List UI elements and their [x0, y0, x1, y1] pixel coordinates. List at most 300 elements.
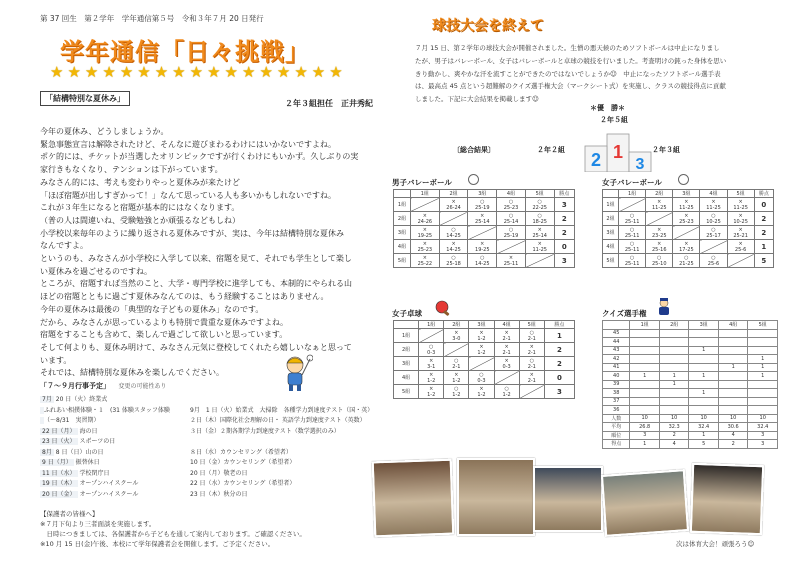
- quiz-cell: [689, 329, 719, 338]
- table-header-cell: 5組: [727, 190, 754, 198]
- quiz-cell: 26.8: [630, 423, 660, 432]
- quiz-row: [603, 414, 778, 423]
- boys-volleyball-title: 男子バレーボール: [392, 178, 452, 187]
- quiz-row: [603, 423, 778, 432]
- table-header-cell: 2組: [444, 321, 469, 329]
- quiz-cell: [689, 380, 719, 389]
- row-label: 2組: [394, 212, 411, 226]
- quiz-row-label: 45: [603, 329, 630, 338]
- essay-line: 宿題をすることも含めて、楽しんで過ごして欲しいと思っています。: [40, 330, 288, 340]
- second-place-class: ２年２組: [537, 146, 565, 154]
- score-cell: × 25-16: [646, 240, 673, 254]
- score-cell: × 19-25: [468, 240, 497, 254]
- score-cell: × 3-0: [444, 329, 469, 343]
- quiz-cell: [718, 397, 748, 406]
- table-row: [394, 254, 575, 268]
- quiz-row-label: 38: [603, 389, 630, 398]
- quiz-row-label: 順位: [603, 431, 630, 440]
- quiz-row: [603, 329, 778, 338]
- schedule-date: 22 日（月）: [42, 427, 76, 435]
- quiz-cell: 1: [659, 380, 689, 389]
- quiz-cell: 1: [748, 372, 778, 381]
- quiz-cell: [630, 389, 660, 398]
- score-cell: × 25-21: [727, 226, 754, 240]
- score-cell: ○ 25-11: [619, 226, 646, 240]
- table-header-cell: 3組: [468, 190, 497, 198]
- essay-line: 小学校以来毎年のように繰り返される夏休みですが、実は、今年は結構特別な夏休み: [40, 228, 344, 238]
- star-icon: ★: [50, 63, 64, 81]
- score-cell: × 14-25: [439, 240, 468, 254]
- row-label: 5組: [394, 254, 411, 268]
- table-header-cell: [394, 321, 419, 329]
- essay-author: ２年３組担任 正井秀紀: [285, 99, 373, 108]
- report-line: しました。下記に大会結果を掲載します☺: [415, 95, 539, 104]
- winner-class: ２年５組: [600, 116, 628, 124]
- schedule-heading: [40, 381, 166, 391]
- schedule-event: 振替休日: [75, 459, 100, 466]
- score-cell: ○ 25-11: [619, 240, 646, 254]
- score-cell: ○ 25-14: [497, 212, 526, 226]
- winner-label: ＊優 勝＊: [590, 104, 625, 112]
- quiz-cell: [630, 346, 660, 355]
- report-line: ７月 15 日、第２学年の球技大会が開催されました。生憎の悪天候のためソフトボールは中止になりまし: [415, 44, 720, 52]
- diagonal-cell: [646, 212, 673, 226]
- quiz-cell: [718, 372, 748, 381]
- table-row: [394, 357, 575, 371]
- schedule-row: [40, 394, 107, 403]
- score-cell: ○ 2-1: [519, 357, 544, 371]
- table-row: [603, 226, 774, 240]
- quiz-cell: 3: [630, 431, 660, 440]
- essay-line: ところが、宿題すれば当然のこと、大学・専門学校に進学しても、本制的にやられる山: [40, 279, 352, 289]
- score-cell: × 11-25: [700, 198, 727, 212]
- quiz-host-icon: [656, 297, 672, 315]
- star-icon: ★: [259, 63, 273, 81]
- student-illustration: [277, 353, 313, 393]
- score-cell: × 1-2: [469, 343, 494, 357]
- schedule-row: [40, 415, 99, 424]
- quiz-cell: 32.4: [689, 423, 719, 432]
- table-header-cell: 勝点: [544, 321, 574, 329]
- quiz-cell: 1: [718, 363, 748, 372]
- quiz-cell: 4: [718, 431, 748, 440]
- report-line: きり動かし、爽やかな汗を流すことができたのではないでしょうか☺ 中止になったソフトボール選手表: [415, 69, 721, 78]
- diagonal-cell: [444, 343, 469, 357]
- table-header-cell: 4組: [700, 190, 727, 198]
- table-header-cell: 1組: [619, 190, 646, 198]
- quiz-row-label: 42: [603, 355, 630, 364]
- quiz-cell: [748, 380, 778, 389]
- podium-graphic: [583, 128, 653, 172]
- row-label: 1組: [394, 198, 411, 212]
- essay-line: 「ほぼ宿題が出しすぎかって！」なんて思っている人も多いかもしれないですね。: [40, 190, 336, 200]
- diagonal-cell: [525, 254, 554, 268]
- quiz-cell: [689, 338, 719, 347]
- quiz-row: [603, 346, 778, 355]
- table-header-cell: [394, 190, 411, 198]
- pingpong-paddle-icon: [434, 300, 452, 316]
- row-label: 1組: [603, 198, 619, 212]
- quiz-row: [603, 338, 778, 347]
- quiz-cell: 1: [748, 363, 778, 372]
- overall-results-label: 〔総合結果〕: [453, 146, 495, 154]
- score-cell: ○ 1-2: [494, 385, 519, 399]
- quiz-cell: 32.3: [659, 423, 689, 432]
- diagonal-cell: [619, 198, 646, 212]
- quiz-row-label: 平均: [603, 423, 630, 432]
- score-cell: × 1-2: [444, 371, 469, 385]
- score-cell: × 2-1: [494, 329, 519, 343]
- score-cell: × 1-2: [419, 371, 444, 385]
- schedule-event: オープンハイスクール: [79, 490, 139, 498]
- quiz-row: [603, 389, 778, 398]
- schedule-row: [40, 468, 109, 477]
- schedule-event-right: 23 日（木）秋分の日: [190, 490, 248, 498]
- diagonal-cell: [419, 329, 444, 343]
- quiz-row-label: 41: [603, 363, 630, 372]
- quiz-cell: [748, 406, 778, 415]
- quiz-header-cell: 1組: [630, 321, 660, 330]
- report-line: は、最高点 45 点という超難解のクイズ選手権大会（マークシート式）を実施し、クラスの競技得点に貢献: [415, 82, 726, 91]
- issue-line: 第 37 回生 第２学年 学年通信第５号 令和３年７月 20 日発行: [40, 14, 264, 23]
- essay-line: それでは、結構特別な夏休みを楽しんでください。: [40, 368, 224, 378]
- event-photo: [601, 469, 689, 537]
- schedule-date: 19 日（木）: [42, 480, 76, 487]
- table-row: [394, 198, 575, 212]
- points-cell: 2: [554, 226, 574, 240]
- table-row: [603, 212, 774, 226]
- photo-collage: [373, 458, 768, 538]
- table-row: [394, 329, 575, 343]
- row-label: 1組: [394, 329, 419, 343]
- table-header-cell: 1組: [410, 190, 439, 198]
- points-cell: 2: [544, 357, 574, 371]
- quiz-cell: [718, 338, 748, 347]
- essay-line: います。: [40, 355, 72, 365]
- star-icon: ★: [189, 63, 204, 81]
- score-cell: ○ 18-25: [525, 212, 554, 226]
- points-cell: 3: [554, 198, 574, 212]
- notice-line: 日時につきましては、各保護者から子どもを通して案内しております。ご確認ください。: [40, 530, 306, 538]
- score-cell: × 3-1: [419, 357, 444, 371]
- quiz-cell: 10: [689, 414, 719, 423]
- schedule-event: スポーツの日: [79, 438, 116, 445]
- schedule-date: 11 日（水）: [42, 469, 76, 477]
- quiz-cell: [718, 355, 748, 364]
- table-header-cell: 4組: [497, 190, 526, 198]
- volleyball-icon: [678, 174, 689, 185]
- event-photo: [372, 459, 455, 538]
- score-cell: × 11-25: [727, 198, 754, 212]
- quiz-cell: [630, 380, 660, 389]
- quiz-cell: 10: [748, 414, 778, 423]
- event-photo: [457, 458, 535, 536]
- table-header-cell: 2組: [439, 190, 468, 198]
- quiz-cell: [689, 355, 719, 364]
- schedule-event-right: ３日（金）２期各期学力到達度テスト（数学選択のみ）: [190, 427, 340, 435]
- quiz-cell: 1: [659, 372, 689, 381]
- quiz-row-label: 人数: [603, 414, 630, 423]
- score-cell: × 25-14: [525, 226, 554, 240]
- diagonal-cell: [410, 198, 439, 212]
- quiz-header-cell: 5組: [748, 321, 778, 330]
- table-row: [394, 212, 575, 226]
- schedule-event-right: 10 日（金）カウンセリング（希望者）: [190, 459, 296, 466]
- row-label: 5組: [603, 254, 619, 268]
- quiz-cell: 10: [630, 414, 660, 423]
- quiz-cell: [748, 389, 778, 398]
- star-icon: ★: [311, 63, 326, 81]
- points-cell: 0: [754, 198, 773, 212]
- tournament-title: 球技大会を終えて: [432, 18, 544, 34]
- row-label: 4組: [394, 371, 419, 385]
- quiz-cell: 2: [718, 440, 748, 449]
- row-label: 3組: [603, 226, 619, 240]
- row-label: 3組: [394, 226, 411, 240]
- score-cell: ○ 25-19: [468, 198, 497, 212]
- table-header-cell: 勝点: [554, 190, 574, 198]
- table-header-cell: 勝点: [754, 190, 773, 198]
- table-header-cell: 1組: [419, 321, 444, 329]
- score-cell: × 1-2: [469, 329, 494, 343]
- score-cell: ○ 25-11: [619, 212, 646, 226]
- schedule-event: 8 日（日）山の日: [55, 448, 104, 456]
- schedule-date: 8月: [42, 448, 52, 456]
- quiz-header-cell: [603, 321, 630, 330]
- table-row: [603, 254, 774, 268]
- score-cell: ○ 14-25: [439, 226, 468, 240]
- score-cell: × 2-1: [519, 343, 544, 357]
- score-cell: ○ 14-25: [468, 254, 497, 268]
- schedule-event: 20 日（火）終業式: [55, 396, 108, 403]
- quiz-cell: [659, 355, 689, 364]
- table-header-cell: 5組: [525, 190, 554, 198]
- quiz-cell: [718, 389, 748, 398]
- quiz-header-cell: 4組: [718, 321, 748, 330]
- score-cell: × 11-25: [525, 240, 554, 254]
- essay-line: 今年の夏休みは最後の「典型的な子どもの夏休み」なのです。: [40, 304, 264, 314]
- girls-volleyball-title: 女子バレーボール: [602, 178, 662, 187]
- schedule-event-right: 9月 1 日（火）始業式 大掃除 各種学力到達度テスト（国・英）: [190, 406, 374, 414]
- quiz-cell: 1: [689, 389, 719, 398]
- score-cell: × 25-23: [410, 240, 439, 254]
- quiz-row-label: 36: [603, 406, 630, 415]
- schedule-title: 「７～９月行事予定」: [40, 382, 110, 390]
- score-cell: ○ 21-25: [673, 254, 700, 268]
- row-label: 2組: [394, 343, 419, 357]
- diagonal-cell: [519, 385, 544, 399]
- schedule-note: 変更の可能性あり: [118, 383, 167, 390]
- schedule-event: 海の日: [79, 427, 98, 435]
- points-cell: 3: [554, 254, 574, 268]
- quiz-cell: [748, 338, 778, 347]
- podium-third-number: 3: [635, 156, 645, 172]
- table-row: [603, 240, 774, 254]
- star-icon: ★: [172, 63, 186, 81]
- podium-first-number: 1: [612, 142, 624, 162]
- quiz-cell: [748, 329, 778, 338]
- quiz-cell: 1: [630, 440, 660, 449]
- essay-line: ポケ的には、チケットが当選したオリンピックですが行くわけにもいかず。久しぶりの実: [40, 152, 359, 162]
- quiz-cell: 1: [689, 346, 719, 355]
- quiz-row-label: 得点: [603, 440, 630, 449]
- essay-line: そして何よりも、夏休み明けて、みなさん元気に登校してくれたら嬉しいなぁと思って: [40, 342, 352, 352]
- schedule-event: （～8/31 実習期）: [44, 417, 100, 424]
- star-icon: ★: [241, 63, 256, 81]
- schedule-event: 学校閉庁日: [79, 469, 110, 477]
- quiz-cell: [630, 397, 660, 406]
- score-cell: × 25-14: [468, 212, 497, 226]
- girls-volleyball-table: [602, 189, 774, 268]
- star-icon: ★: [276, 63, 291, 81]
- table-header-cell: 4組: [494, 321, 519, 329]
- table-row: [394, 371, 575, 385]
- essay-line: 緊急事態宣言は解除されたけど、そんなに遊びまわるわけにはいかないですよね。: [40, 139, 336, 149]
- boys-volleyball-table: [393, 189, 575, 268]
- star-decoration: [50, 64, 380, 80]
- event-photo: [533, 466, 603, 532]
- essay-line: これが３年生になると宿題が基本的にはなくなります。: [40, 203, 240, 213]
- score-cell: ○ 22-25: [525, 198, 554, 212]
- table-row: [394, 385, 575, 399]
- quiz-cell: [659, 338, 689, 347]
- quiz-cell: [689, 397, 719, 406]
- score-cell: ○ 2-1: [444, 357, 469, 371]
- quiz-row: [603, 363, 778, 372]
- points-cell: 2: [554, 212, 574, 226]
- third-place-class: ２年３組: [652, 146, 680, 154]
- table-row: [603, 198, 774, 212]
- quiz-row: [603, 380, 778, 389]
- notice-line: ※７月下旬より三者面談を実施します。: [40, 520, 156, 528]
- row-label: 2組: [603, 212, 619, 226]
- quiz-cell: [718, 346, 748, 355]
- score-cell: ○ 0-3: [419, 343, 444, 357]
- table-header-cell: 2組: [646, 190, 673, 198]
- schedule-row: [40, 436, 115, 445]
- star-icon: ★: [224, 63, 238, 81]
- notice-line: ※10 月 15 日(金)午後、本校にて学年保護者会を開催します。ご予定ください。: [40, 540, 275, 548]
- quiz-cell: [630, 363, 660, 372]
- score-cell: × 1-2: [419, 385, 444, 399]
- table-row: [394, 226, 575, 240]
- quiz-cell: 32.4: [748, 423, 778, 432]
- score-cell: × 24-26: [410, 212, 439, 226]
- quiz-cell: 4: [659, 440, 689, 449]
- podium-second-number: 2: [590, 150, 602, 170]
- quiz-row: [603, 355, 778, 364]
- quiz-cell: [718, 406, 748, 415]
- quiz-cell: [659, 346, 689, 355]
- star-icon: ★: [84, 63, 99, 81]
- quiz-cell: [659, 397, 689, 406]
- quiz-row-label: 40: [603, 372, 630, 381]
- points-cell: 3: [544, 385, 574, 399]
- row-label: 4組: [603, 240, 619, 254]
- essay-line: というのも、みなさんが小学校に入学して以来、宿題を見て、それでも学生として楽し: [40, 254, 352, 264]
- quiz-cell: [718, 380, 748, 389]
- star-icon: ★: [119, 63, 134, 81]
- quiz-cell: [630, 338, 660, 347]
- quiz-cell: [659, 363, 689, 372]
- schedule-event-right: 20 日（月）敬老の日: [190, 469, 248, 477]
- score-cell: × 25-23: [673, 212, 700, 226]
- star-icon: ★: [294, 63, 308, 81]
- row-label: 5組: [394, 385, 419, 399]
- diagonal-cell: [439, 212, 468, 226]
- schedule-date: 20 日（金）: [42, 490, 76, 498]
- quiz-cell: 1: [689, 372, 719, 381]
- quiz-row: [603, 397, 778, 406]
- notice-line: 【保護者の皆様へ】: [40, 510, 99, 518]
- essay-line: だから、みなさんが思っているよりも特別で貴重な夏休みですよね。: [40, 317, 288, 327]
- star-icon: ★: [67, 63, 81, 81]
- schedule-date: 7月: [42, 396, 52, 403]
- score-cell: × 1-2: [469, 385, 494, 399]
- score-cell: ○ 25-18: [439, 254, 468, 268]
- schedule-event-right: ８日（水）カウンセリング（希望者）: [190, 448, 292, 456]
- quiz-cell: [630, 329, 660, 338]
- score-cell: × 25-22: [410, 254, 439, 268]
- score-cell: × 26-24: [439, 198, 468, 212]
- girls-pingpong-table: [393, 320, 575, 399]
- quiz-row-label: 39: [603, 380, 630, 389]
- score-cell: × 2-1: [494, 343, 519, 357]
- essay-heading: 「結構特別な夏休み」: [40, 91, 130, 106]
- essay-line: みなさん的には、考えも変わりやっと夏休みが来たけど: [40, 177, 240, 187]
- score-cell: ○ 25-10: [646, 254, 673, 268]
- title-text: 学年通信「日々挑戦」: [60, 37, 310, 66]
- score-cell: × 11-25: [673, 198, 700, 212]
- quiz-table: [602, 320, 778, 449]
- score-cell: × 23-25: [646, 226, 673, 240]
- star-icon: ★: [102, 63, 116, 81]
- points-cell: 2: [544, 343, 574, 357]
- schedule-row: [40, 489, 138, 498]
- quiz-cell: 5: [689, 440, 719, 449]
- essay-line: 今年の夏休み、どうしましょうか。: [40, 127, 169, 136]
- quiz-row: [603, 372, 778, 381]
- essay-line: い夏休みを過ごせるのですね。: [40, 266, 152, 276]
- star-icon: ★: [329, 63, 343, 81]
- quiz-cell: 3: [748, 431, 778, 440]
- score-cell: ○ 25-11: [619, 254, 646, 268]
- score-cell: ○ 25-17: [700, 226, 727, 240]
- essay-line: ほどの宿題とともに過ごす夏休みなんてのは、もう経験することはありません。: [40, 292, 329, 302]
- star-icon: ★: [154, 63, 169, 81]
- points-cell: 2: [754, 212, 773, 226]
- quiz-cell: 3: [748, 440, 778, 449]
- quiz-header-cell: 2組: [659, 321, 689, 330]
- schedule-event-right: 22 日（水）カウンセリング（希望者）: [190, 480, 296, 487]
- score-cell: ○ 25-6: [700, 254, 727, 268]
- schedule-date: 23 日（火）: [42, 438, 76, 445]
- footer-note: 次は体育大会！頑張ろう☺: [676, 540, 755, 548]
- score-cell: × 17-25: [673, 240, 700, 254]
- quiz-cell: [689, 406, 719, 415]
- quiz-cell: [659, 406, 689, 415]
- tournament-report: [415, 42, 770, 106]
- quiz-cell: [630, 406, 660, 415]
- score-cell: × 25-11: [497, 254, 526, 268]
- quiz-row: [603, 440, 778, 449]
- points-cell: 0: [554, 240, 574, 254]
- quiz-row: [603, 406, 778, 415]
- score-cell: × 2-1: [519, 371, 544, 385]
- table-row: [394, 240, 575, 254]
- quiz-cell: 30.6: [718, 423, 748, 432]
- schedule-row: [40, 447, 103, 456]
